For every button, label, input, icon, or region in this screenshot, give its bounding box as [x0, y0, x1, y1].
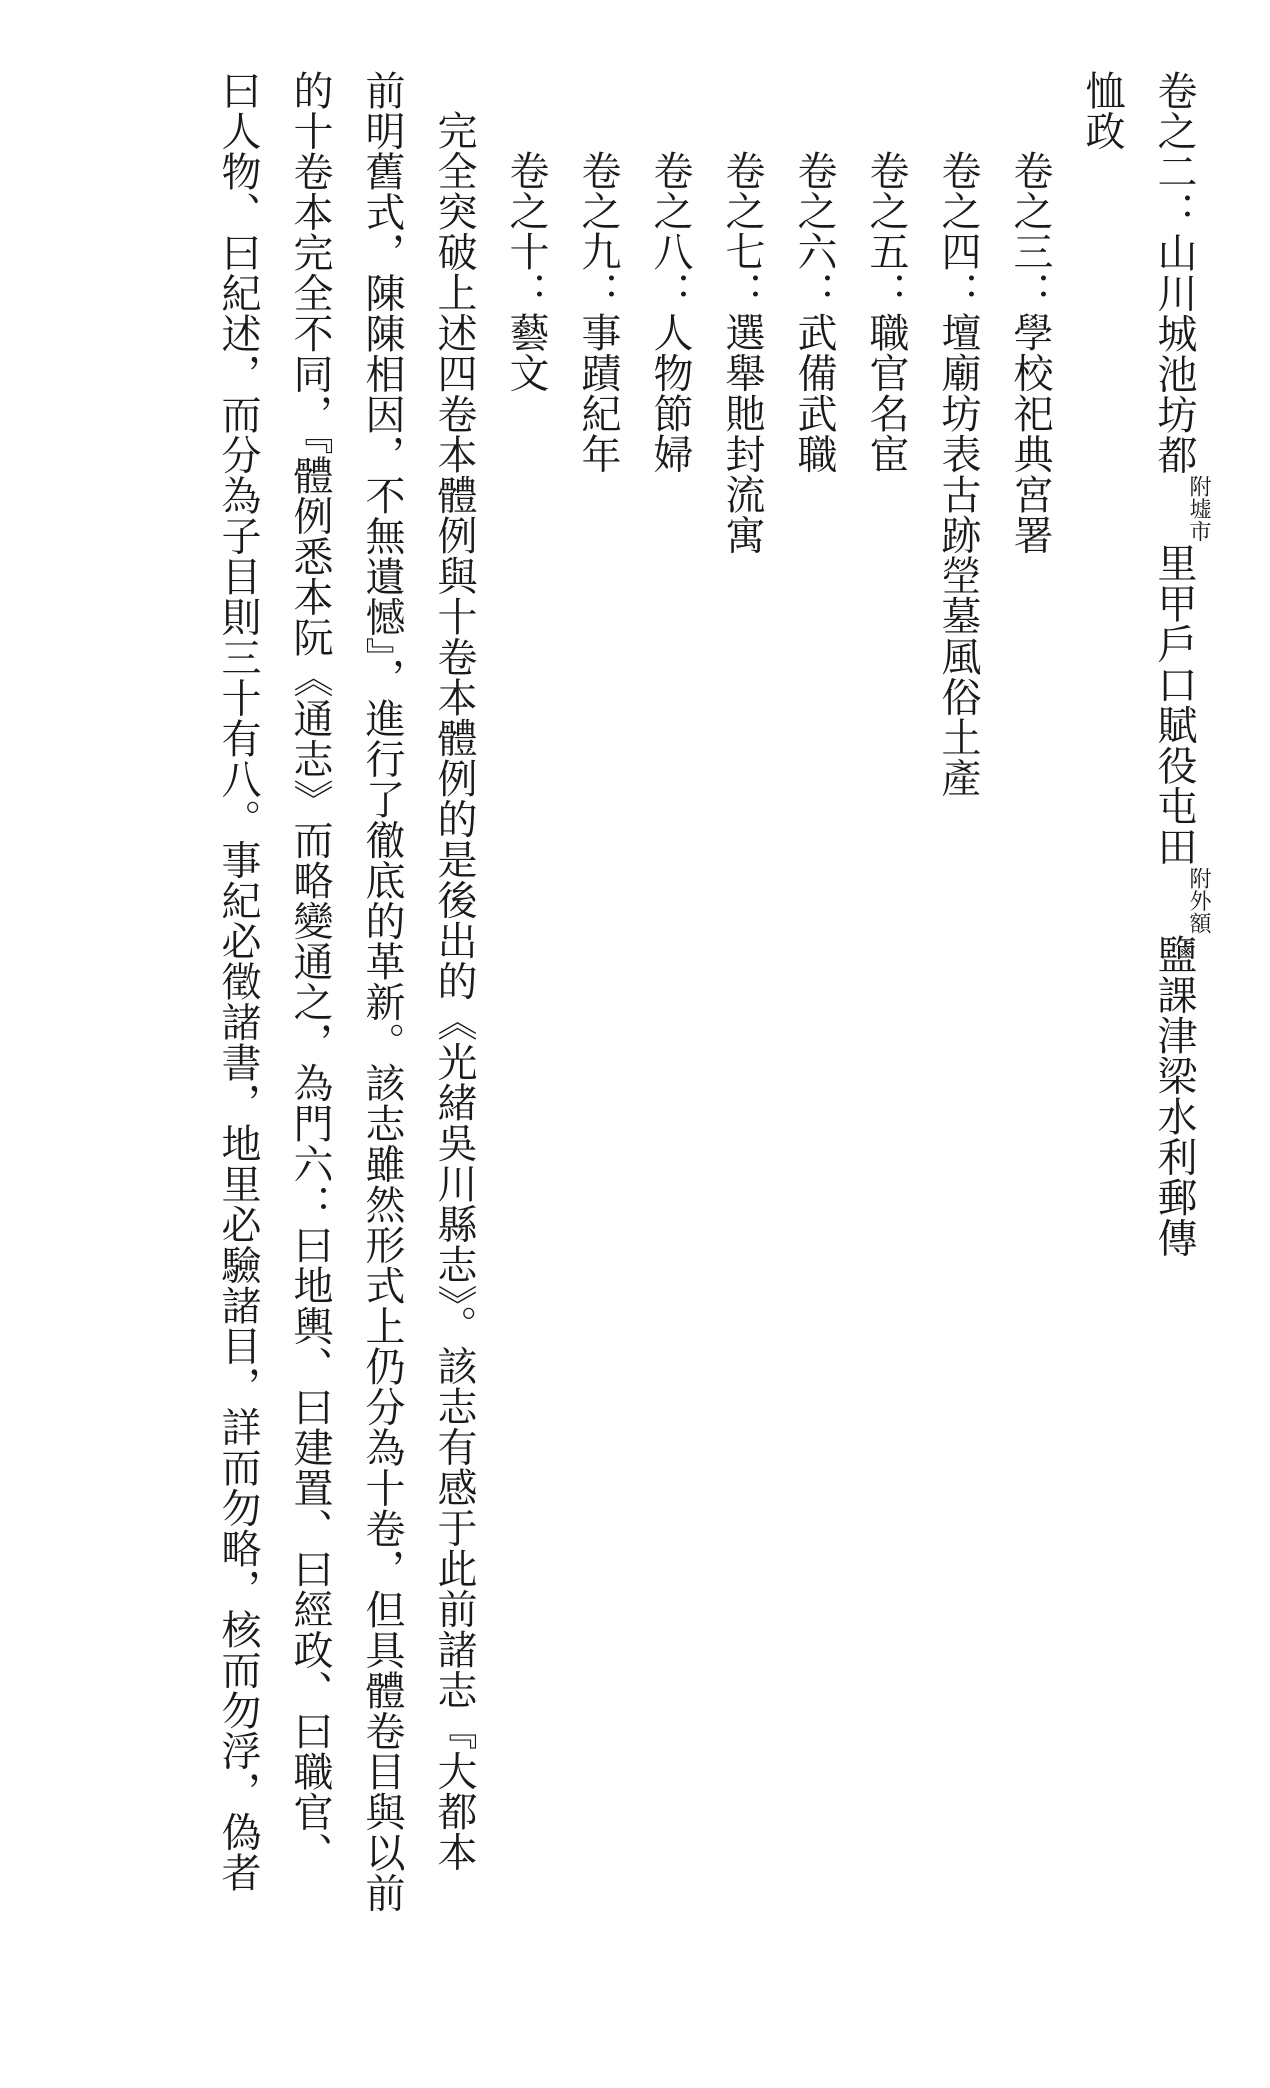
- toc-entry: 節婦: [647, 393, 693, 474]
- toc-entry: 戶口: [1151, 623, 1197, 705]
- toc-entry: 職官: [863, 312, 909, 393]
- toc-entry: 事蹟紀年: [575, 312, 621, 474]
- toc-volume-3: [994, 70, 1066, 2060]
- toc-entry: 武備: [791, 312, 837, 393]
- vertical-text-block: [202, 70, 1210, 2060]
- toc-volume-10: [490, 70, 562, 2060]
- toc-volume-label: 卷之三：: [1007, 150, 1053, 312]
- toc-entry: 賦役: [1151, 704, 1197, 786]
- toc-volume-7: [706, 70, 778, 2060]
- body-paragraph-line: 完全突破上述四卷本體例與十卷本體例的是後出的《光緒吳川縣志》。該志有感于此前諸志『大都本: [431, 110, 477, 1872]
- toc-entry: 津梁: [1151, 1015, 1197, 1096]
- toc-entry: 土產: [935, 717, 981, 798]
- toc-entry: 宮署: [1007, 474, 1053, 555]
- toc-entry: 壇廟: [935, 312, 981, 393]
- toc-entry: 屯田: [1151, 785, 1197, 867]
- toc-volume-5: [850, 70, 922, 2060]
- toc-volume-2-continuation: [1066, 70, 1138, 2060]
- toc-entry: 流寓: [719, 474, 765, 555]
- toc-entry: 坊都: [1151, 394, 1197, 475]
- toc-entry: 里甲: [1151, 542, 1197, 624]
- toc-entry: 武職: [791, 393, 837, 474]
- toc-entry: 恤政: [1079, 70, 1125, 151]
- toc-entry: 塋墓: [935, 555, 981, 636]
- toc-entry: 祀典: [1007, 393, 1053, 474]
- toc-entry-note: 附墟市: [1186, 475, 1211, 543]
- toc-entry: 貤封: [719, 393, 765, 474]
- toc-entry: 人物: [647, 312, 693, 393]
- toc-volume-8: [634, 70, 706, 2060]
- body-paragraph-line: 曰人物、曰紀述，而分為子目則三十有八。事紀必徵諸書，地里必驗諸目，詳而勿略，核而勿浮，偽者: [215, 70, 261, 1893]
- toc-volume-6: [778, 70, 850, 2060]
- toc-entry: 鹽課: [1151, 934, 1197, 1015]
- toc-volume-label: 卷之四：: [935, 150, 981, 312]
- toc-volume-4: [922, 70, 994, 2060]
- toc-entry: 坊表: [935, 393, 981, 474]
- toc-entry: 藝文: [503, 312, 549, 393]
- toc-entry: 城池: [1151, 313, 1197, 394]
- toc-volume-label: 卷之九：: [575, 150, 621, 312]
- toc-entry: 學校: [1007, 312, 1053, 393]
- toc-volume-label: 卷之十：: [503, 150, 549, 312]
- toc-entry: 名宦: [863, 393, 909, 474]
- toc-volume-label: 卷之六：: [791, 150, 837, 312]
- toc-entry: 郵傳: [1151, 1177, 1197, 1258]
- toc-entry-note: 附外額: [1186, 866, 1211, 934]
- toc-volume-label: 卷之二：: [1151, 70, 1197, 232]
- toc-entry: 風俗: [935, 636, 981, 717]
- toc-entry: 水利: [1151, 1096, 1197, 1177]
- toc-volume-9: [562, 70, 634, 2060]
- toc-entry: 山川: [1151, 232, 1197, 313]
- toc-entry: 選舉: [719, 312, 765, 393]
- body-paragraph-line: 的十卷本完全不同，『體例悉本阮《通志》而略變通之，為門六：曰地輿、曰建置、曰經政、曰職官、: [287, 70, 333, 1873]
- toc-volume-label: 卷之八：: [647, 150, 693, 312]
- body-paragraph-line: 前明舊式，陳陳相因，不無遺憾』，進行了徹底的革新。該志雖然形式上仍分為十卷，但具體卷目與以前: [359, 70, 405, 1913]
- toc-volume-label: 卷之五：: [863, 150, 909, 312]
- toc-volume-label: 卷之七：: [719, 150, 765, 312]
- toc-volume-2: [1138, 70, 1210, 2060]
- toc-entry: 古跡: [935, 474, 981, 555]
